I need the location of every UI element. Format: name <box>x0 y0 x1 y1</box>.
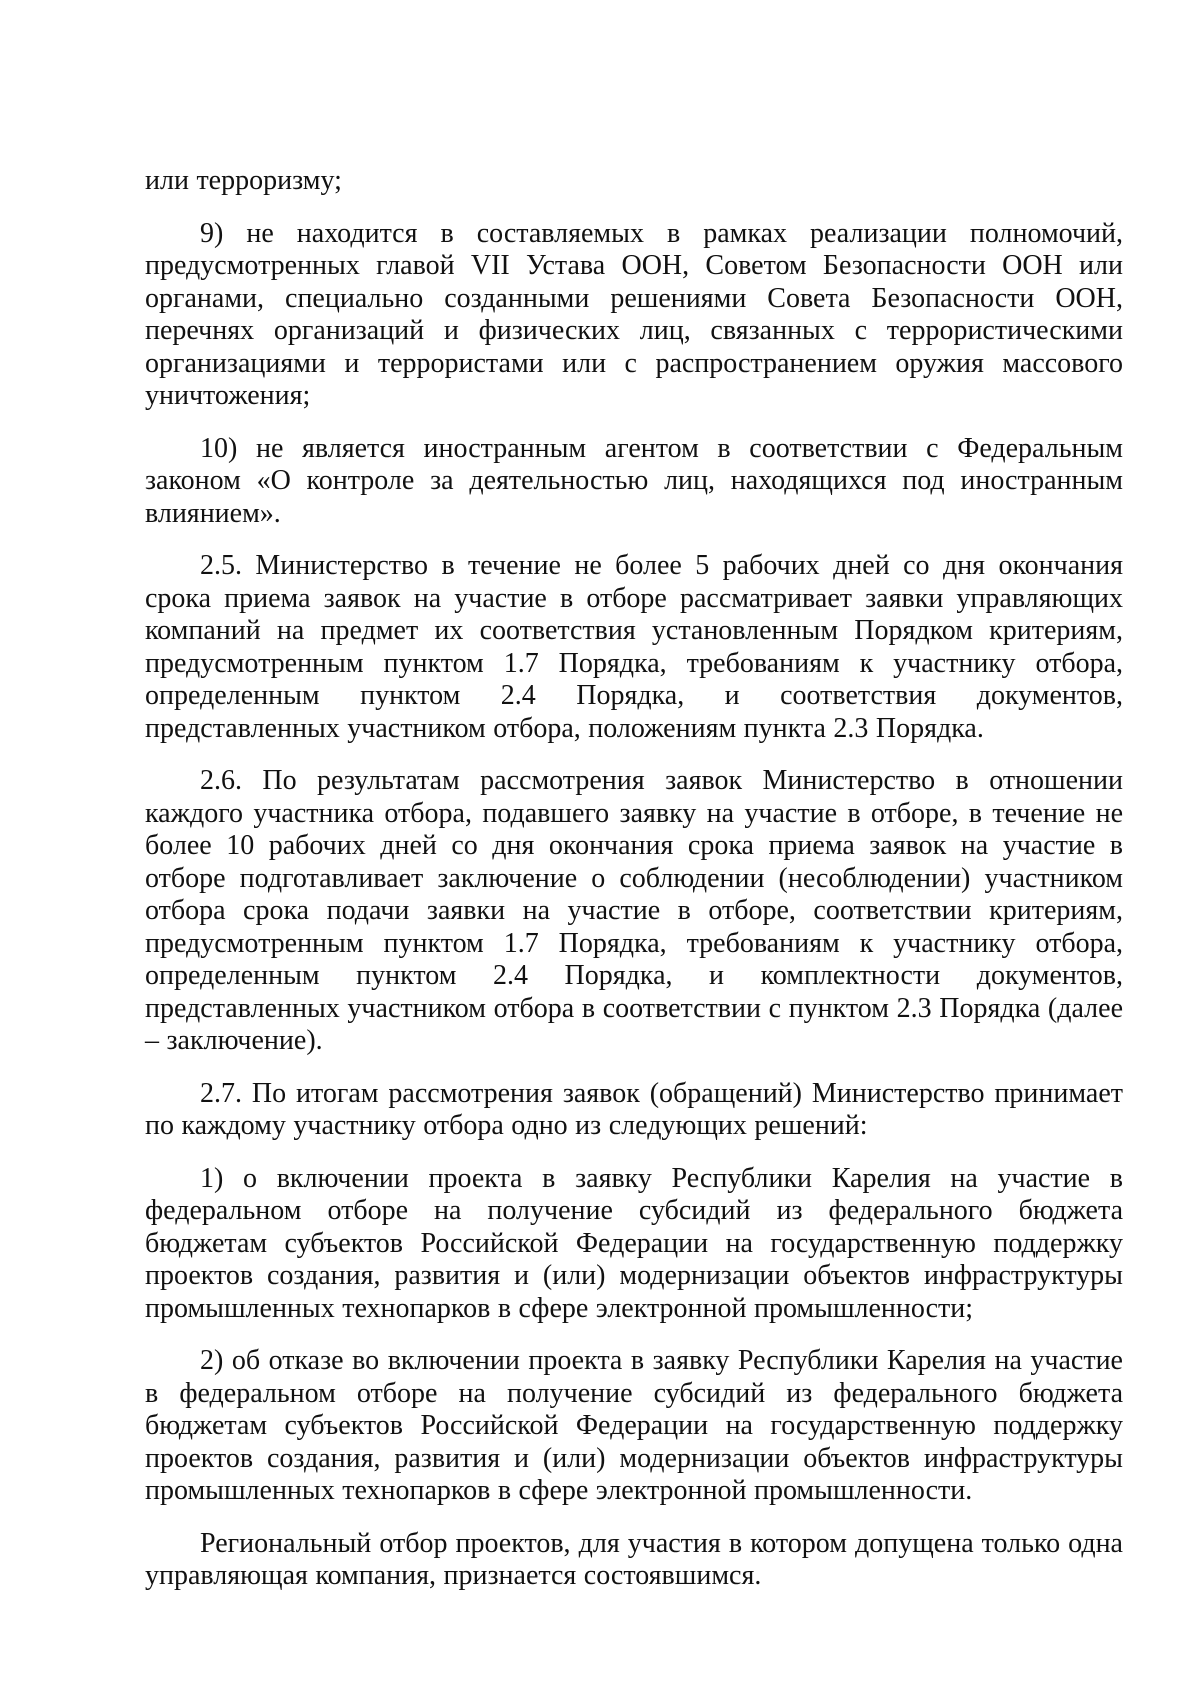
document-body <box>145 165 1123 1613</box>
paragraph-continuation: или терроризму; <box>145 165 342 196</box>
paragraph-clause-2-7: 2.7. По итогам рассмотрения заявок (обращений) Министерство принимает по каждому участнику отбора одно из следующих решений: <box>145 1077 1123 1141</box>
paragraph-item-10: 10) не является иностранным агентом в соответствии с Федеральным законом «О контроле за деятельностью лиц, находящихся под иностранным влиянием». <box>145 432 1123 529</box>
paragraph-item-9: 9) не находится в составляемых в рамках реализации полномочий, предусмотренных главой VII Устава ООН, Советом Безопасности ООН или органами, специально созданными решениями Совета Безопасности ООН, перечнях организаций и физических лиц, связанных с террористическими организациями и террористами или с распространением оружия массового уничтожения; <box>145 217 1123 411</box>
paragraph-regional-selection: Региональный отбор проектов, для участия в котором допущена только одна управляющая компания, признается состоявшимся. <box>145 1527 1123 1591</box>
paragraph-decision-2: 2) об отказе во включении проекта в заявку Республики Карелия на участие в федеральном отборе на получение субсидий из федерального бюджета бюджетам субъектов Российской Федерации на государственную поддержку проектов создания, развития и (или) модернизации объектов инфраструктуры промышленных технопарков в сфере электронной промышленности. <box>145 1345 1123 1506</box>
paragraph-clause-2-5: 2.5. Министерство в течение не более 5 рабочих дней со дня окончания срока приема заявок на участие в отборе рассматривает заявки управляющих компаний на предмет их соответствия установленным Порядком критериям, предусмотренным пунктом 1.7 Порядка, требованиям к участнику отбора, определенным пунктом 2.4 Порядка, и соответствия документов, представленных участником отбора, положениям пункта 2.3 Порядка. <box>145 550 1123 744</box>
paragraph-decision-1: 1) о включении проекта в заявку Республики Карелия на участие в федеральном отборе на получение субсидий из федерального бюджета бюджетам субъектов Российской Федерации на государственную поддержку проектов создания, развития и (или) модернизации объектов инфраструктуры промышленных технопарков в сфере электронной промышленности; <box>145 1162 1123 1324</box>
paragraph-clause-2-6: 2.6. По результатам рассмотрения заявок Министерство в отношении каждого участника отбора, подавшего заявку на участие в отборе, в течение не более 10 рабочих дней со дня окончания срока приема заявок на участие в отборе подготавливает заключение о соблюдении (несоблюдении) участником отбора срока подачи заявки на участие в отборе, соответствии критериям, предусмотренным пунктом 1.7 Порядка, требованиям к участнику отбора, определенным пунктом 2.4 Порядка, и комплектности документов, представленных участником отбора в соответствии с пунктом 2.3 Порядка (далее – заключение). <box>145 765 1123 1056</box>
